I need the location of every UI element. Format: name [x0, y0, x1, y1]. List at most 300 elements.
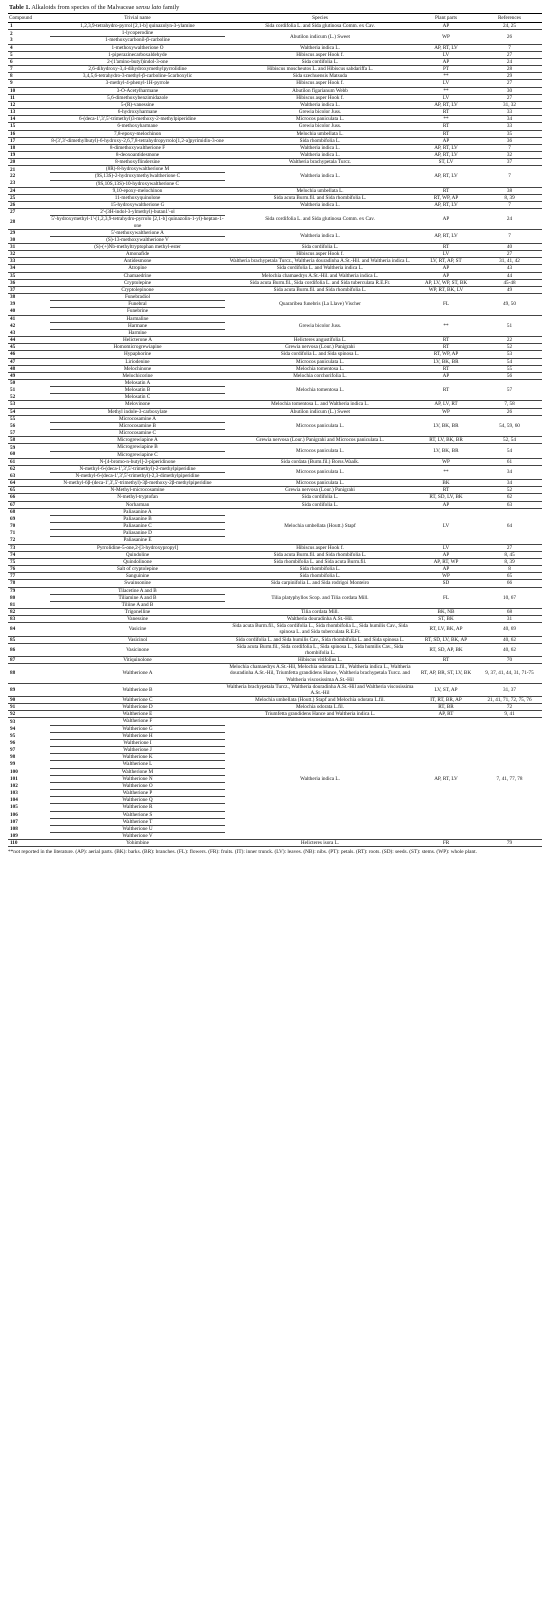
compound-number: 13 — [8, 109, 50, 116]
plant-parts: AP, RT, WP — [415, 558, 477, 565]
plant-parts: LV, BK, BR — [415, 444, 477, 458]
plant-parts: WP — [415, 573, 477, 580]
trivial-name: 5-(R)-vanessine — [50, 101, 225, 108]
trivial-name: Waltherione A — [50, 664, 225, 683]
compound-number: 45 — [8, 344, 50, 351]
compound-number: 42 — [10, 322, 16, 329]
trivial-name: 1,2,3,9-tetrahydro-pyrrol [2,1-b] quinazolyn-3-ylamine — [50, 23, 225, 30]
species: Sida acuta Burm.fil., Sida cordifolia L., Sida rhombifolia L., Sida humilis Cav., Sida spinosa L. and Sida tuberculata R.E.Fr. — [225, 623, 415, 636]
references: 52 — [477, 344, 542, 351]
plant-parts: AP — [415, 58, 477, 65]
compound-number: 56 — [10, 422, 16, 429]
trivial-name: N-[4-bromo-n-butyl]-2-piperidinone — [50, 458, 225, 465]
species: Sida rhombifolia L. — [225, 137, 415, 144]
table-row — [8, 229, 542, 236]
plant-parts: AP, RT — [415, 711, 477, 718]
compound-number: 60 — [8, 451, 50, 458]
trivial-name: 7,8-epoxy-melochinon — [50, 130, 225, 137]
references: 52 — [477, 487, 542, 494]
trivial-name: Antidesmone — [50, 258, 225, 265]
references: 7 — [477, 166, 542, 187]
plant-parts: AP — [415, 137, 477, 144]
table-row — [8, 365, 542, 372]
plant-parts: BK, NB — [415, 608, 477, 615]
species: Tilia platyphyllos Scop. and Tilia cordata Mill. — [225, 587, 415, 608]
trivial-name: Funebrine — [50, 308, 225, 315]
trivial-name: 5'-hydroxymethyl-1'-(1,2,3,9-tetrahydro-pyrrolo [2,1-b] quinazolin-1-yl)-heptan-1-one — [51, 216, 224, 229]
trivial-name: Paliasanine B — [50, 515, 225, 522]
plant-parts: WP — [415, 458, 477, 465]
trivial-name: Waltherione R — [50, 804, 225, 811]
table-row — [8, 151, 542, 158]
references: 56 — [477, 372, 542, 379]
species: Sida cordifolia L. — [225, 244, 415, 251]
references: 40, 62 — [477, 636, 542, 643]
references: 72 — [477, 704, 542, 711]
compound-number: 65 — [8, 487, 50, 494]
references: 31, 41, 42 — [477, 258, 542, 265]
compound-number: 62 — [10, 466, 16, 473]
species: Sida cordifolia L. and Sida glutinosa Comm. ex Cav. — [225, 23, 415, 30]
references: 45-48 — [477, 279, 542, 286]
species: Waltheria indica L. — [225, 144, 415, 151]
compound-number: 8 — [8, 73, 50, 80]
references: 49, 50 — [477, 294, 542, 315]
compound-number: 95 — [10, 732, 16, 739]
compound-number: 25 — [8, 194, 50, 201]
trivial-name: Melosatin A — [50, 379, 225, 386]
species: Microcos paniculata L. — [225, 415, 415, 436]
table-row — [8, 272, 542, 279]
trivial-name: (8R)-8-hydroxywaltherione M — [50, 166, 225, 173]
references: 34 — [477, 480, 542, 487]
compound-number: 1 — [8, 23, 50, 30]
trivial-name: Harmaline — [50, 315, 225, 322]
species: Hibiscus asper Hook f. — [225, 80, 415, 87]
compound-number: 91 — [8, 704, 50, 711]
species: Quararibea funebris (La Llave) Vischer — [225, 294, 415, 315]
plant-parts: AP — [415, 23, 477, 30]
table-row — [8, 94, 542, 101]
plant-parts: LV, RT, AP, ST — [415, 258, 477, 265]
compound-number: 84 — [8, 623, 50, 636]
species: Sida cordifolia L. and Sida humilis Cav., Sida rhombifolia L. and Sida spinosa L. — [225, 636, 415, 643]
species: Sida szechuensis Matsuda — [225, 73, 415, 80]
plant-parts: LV, BK, BR — [415, 358, 477, 365]
plant-parts: LV, BK, BR — [415, 415, 477, 436]
species: Melochia umbellata L. — [225, 187, 415, 194]
references: 53 — [477, 351, 542, 358]
compound-number: 68 — [10, 509, 16, 516]
caption-italic: sensu lato — [135, 4, 162, 11]
plant-parts: FL — [415, 587, 477, 608]
references: 33 — [477, 109, 542, 116]
compound-number: 61 — [8, 458, 50, 465]
plant-parts: WP — [415, 408, 477, 415]
species: Tilia cordata Mill. — [225, 608, 415, 615]
compound-number: 26 — [8, 202, 50, 209]
trivial-name: Waltherione Q — [50, 797, 225, 804]
compound-number: 33 — [8, 258, 50, 265]
table-caption — [9, 3, 542, 12]
compound-number: 20 — [8, 159, 50, 166]
compound-number: 51 — [10, 387, 16, 394]
table-row — [8, 587, 542, 594]
table-row — [8, 166, 542, 173]
table-row — [8, 465, 542, 472]
references: 52, 54 — [477, 437, 542, 444]
table-row — [8, 116, 542, 123]
compound-number: 28 — [8, 216, 50, 229]
trivial-name: Quindoline — [50, 551, 225, 558]
table-row — [8, 657, 542, 664]
table-row — [8, 623, 542, 636]
plant-parts: AP — [415, 501, 477, 508]
references: 9, 37, 41, 44, 31, 71-75 — [477, 664, 542, 683]
plant-parts: ST, BK — [415, 616, 477, 623]
compound-number: 66 — [8, 494, 50, 501]
plant-parts: AP — [415, 372, 477, 379]
table-row — [8, 258, 542, 265]
compound-number: 17 — [8, 137, 50, 144]
compound-number: 75 — [8, 558, 50, 565]
compound-number: 110 — [8, 840, 50, 847]
table-row — [8, 109, 542, 116]
references: 24, 25 — [477, 23, 542, 30]
table-row — [8, 337, 542, 344]
trivial-name: N-methyl-6β-(deca-1',3',5'-trimethyl)-3β-methoxy-2β-methylpiperidine — [50, 480, 225, 487]
trivial-name: Waltherione D — [50, 704, 225, 711]
compound-number: 6 — [8, 58, 50, 65]
species: Waltheria brachypetala Turcz. — [225, 159, 415, 166]
plant-parts: AP — [415, 272, 477, 279]
table-row — [8, 251, 542, 258]
species: Melochia chamaedrys A.St.-Hil, Melochia odorata L.fil., Waltheria indica L., Waltheria douradinha A.St.-Hil, Triumfetta grandidens Hance, Waltheria brachypetala Turcz. and Waltheria viscosissima A.St.-Hil — [225, 664, 415, 683]
compound-number: 9 — [8, 80, 50, 87]
species: Grewia nervosa (Lour.) Panigrahi — [225, 344, 415, 351]
trivial-name: N-methyl-6-(deca-1',3',5'-trimethyl)-2,3-dimethylpiperidine — [50, 473, 225, 480]
trivial-name: Vanessine — [50, 616, 225, 623]
references: 7 — [477, 144, 542, 151]
compound-number: 36 — [8, 279, 50, 286]
trivial-name: Salt of cryptolepine — [50, 566, 225, 573]
plant-parts: AP, RT, LV — [415, 166, 477, 187]
references: 55 — [477, 365, 542, 372]
trivial-name: 8-deoxoantidesmone — [50, 151, 225, 158]
compound-number: 58 — [8, 437, 50, 444]
species: Sida cordifolia L. — [225, 494, 415, 501]
trivial-name: 6-methoxyharmane — [50, 123, 225, 130]
references: 33 — [477, 123, 542, 130]
table-row — [8, 444, 542, 451]
species: Waltheria indica L. — [225, 101, 415, 108]
trivial-name: Paliasanine E — [50, 537, 225, 544]
species: Waltheria indica L. — [225, 202, 415, 209]
table-row — [8, 23, 542, 30]
species: Grewia nervosa (Lour.) Panigrahi and Microcos paniculata L. — [225, 437, 415, 444]
references: 26 — [477, 30, 542, 44]
table-row — [8, 415, 542, 422]
trivial-name: (S)-13-methoxywaltherione V — [50, 236, 225, 243]
table-row — [8, 697, 542, 704]
trivial-name: Waltherione V — [50, 832, 225, 839]
compound-number: 5 — [8, 51, 50, 58]
references: 38 — [477, 187, 542, 194]
table-row — [8, 66, 542, 73]
trivial-name: Microcosamine A — [50, 415, 225, 422]
table-row — [8, 711, 542, 718]
trivial-name: Waltherione L — [50, 761, 225, 768]
plant-parts: RT, SD, LV, BK — [415, 494, 477, 501]
table-row — [8, 580, 542, 587]
compound-number: 41 — [10, 315, 16, 322]
trivial-name: Melovinone — [50, 401, 225, 408]
compound-number: 34 — [8, 265, 50, 272]
compound-number: 64 — [8, 480, 50, 487]
species: Sida cordifolia L. and Waltheria indica L. — [225, 265, 415, 272]
references: 40, 69 — [477, 623, 542, 636]
references: 40 — [477, 244, 542, 251]
trivial-name: 2,6-dihydroxy-3,4-dihydroxymethylpyrrolidine — [50, 66, 225, 73]
trivial-name: Waltherione K — [50, 754, 225, 761]
trivial-name: Waltherione U — [50, 825, 225, 832]
table-row — [8, 573, 542, 580]
species: Abutilon indicum (L.) Sweet — [225, 30, 415, 44]
compound-number: 44 — [8, 337, 50, 344]
plant-parts: AP, LV, WP, ST, BK — [415, 279, 477, 286]
table-label: Table 1. — [9, 4, 31, 11]
compound-number: 101 — [10, 775, 18, 782]
references: 62 — [477, 494, 542, 501]
compound-number: 15 — [8, 123, 50, 130]
table-row — [8, 458, 542, 465]
trivial-name: 6-(deca-1',3',5'-trimethyl)3-methoxy-2-methylpiperidine — [50, 116, 225, 123]
compound-number: 96 — [10, 739, 16, 746]
table-row — [8, 372, 542, 379]
references: 63 — [477, 501, 542, 508]
plant-parts: IT, RT, BR, AP — [415, 697, 477, 704]
compound-number: 30 — [8, 236, 50, 243]
trivial-name: Melosatin B — [50, 387, 225, 394]
references: 8, 45 — [477, 551, 542, 558]
references: 7 — [477, 202, 542, 209]
trivial-name: Norharman — [50, 501, 225, 508]
references: 65 — [477, 573, 542, 580]
references: 54 — [477, 444, 542, 458]
compound-number: 54 — [8, 408, 50, 415]
plant-parts: PT — [415, 66, 477, 73]
compound-number: 52 — [8, 394, 50, 401]
compound-number: 12 — [8, 101, 50, 108]
compound-number: 94 — [10, 725, 16, 732]
references: 8 — [477, 566, 542, 573]
compound-number: 10 — [8, 87, 50, 94]
compound-number: 72 — [8, 537, 50, 544]
trivial-name: Waltherione O — [50, 782, 225, 789]
plant-parts: AP — [415, 265, 477, 272]
compound-number: 69 — [10, 515, 16, 522]
table-row — [8, 401, 542, 408]
plant-parts: RT, LV, BK, AP — [415, 623, 477, 636]
compound-number: 71 — [10, 530, 16, 537]
trivial-name: 1-lycoperodine — [50, 30, 225, 37]
trivial-name: Microgrewiapine C — [50, 451, 225, 458]
compound-number: 97 — [10, 747, 16, 754]
compound-number: 59 — [10, 444, 16, 451]
table-row — [8, 286, 542, 293]
table-row — [8, 73, 542, 80]
species: Sida carpinifolia L. and Sida rodrigoi Monteiro — [225, 580, 415, 587]
trivial-name: Waltherione M — [50, 768, 225, 775]
compound-number: 63 — [8, 473, 50, 480]
plant-parts: RT, SD, AP, BK — [415, 643, 477, 656]
species: Waltheria brachypetala Turcz., Waltheria douradinha A.St.-Hil and Waltheria viscosissima A.St.-Hil — [226, 683, 414, 696]
table-row — [8, 616, 542, 623]
references: 24 — [477, 58, 542, 65]
compound-number: 14 — [8, 116, 50, 123]
trivial-name: Cryptolepinone — [50, 286, 225, 293]
references: 57 — [477, 379, 542, 400]
trivial-name: Waltherione S — [50, 811, 225, 818]
compound-number: 3 — [8, 37, 50, 44]
table-row — [8, 664, 542, 683]
trivial-name: Waltherione T — [50, 818, 225, 825]
references: 30 — [477, 87, 542, 94]
compound-number: 16 — [8, 130, 50, 137]
compound-number: 27 — [10, 209, 16, 216]
species: Melochia tomentosa L. — [225, 365, 415, 372]
species: Sida acuta Burm.fil., Sida cordifolia L., Sida spinosa L., Sida humilis Cav., Sida rhombifolia L. — [225, 643, 415, 656]
compound-number: 78 — [8, 580, 50, 587]
plant-parts: RT — [415, 657, 477, 664]
plant-parts: RT, BR — [415, 704, 477, 711]
species: Microcos paniculata L. — [225, 480, 415, 487]
table-row — [8, 358, 542, 365]
trivial-name: 1-methoxycarbonil-β-carboline — [50, 37, 225, 44]
species: Sida rhombifolia L. and Sida acuta Burm.fil. — [225, 558, 415, 565]
plant-parts: RT — [415, 109, 477, 116]
table-row — [8, 159, 542, 166]
compound-number: 104 — [10, 797, 18, 804]
trivial-name: Vasicinone — [50, 643, 225, 656]
trivial-name: Harmane — [50, 322, 225, 329]
species: Waltheria indica L. — [225, 166, 415, 187]
references: 24 — [477, 209, 542, 229]
plant-parts: AP, RT, LV — [415, 229, 477, 243]
trivial-name: (S)-(+)Nb-methyltryptophan methyl-ester — [50, 244, 225, 251]
table-row — [8, 408, 542, 415]
compound-number: 19 — [8, 151, 50, 158]
trivial-name: Waltherione B — [50, 683, 225, 696]
trivial-name: Paliasanine C — [50, 523, 225, 530]
compound-number: 81 — [8, 601, 50, 608]
species: Sida rhombifolia L. — [225, 566, 415, 573]
plant-parts: RT — [415, 244, 477, 251]
trivial-name: 1-piperazinecarboxaldehyde — [50, 51, 225, 58]
trivial-name: Waltherione G — [50, 725, 225, 732]
compound-number: 90 — [8, 697, 50, 704]
trivial-name: Hypaphorine — [50, 351, 225, 358]
plant-parts: RT — [415, 187, 477, 194]
references: 70 — [477, 657, 542, 664]
plant-parts: LV, ST, AP — [415, 683, 477, 696]
species: Melochia umbellata L. — [225, 130, 415, 137]
trivial-name: Liriodenine — [50, 358, 225, 365]
species: Abutilon figarianum Webb — [225, 87, 415, 94]
table-header-row — [8, 14, 542, 23]
species: Hibiscus asper Hook f. — [225, 51, 415, 58]
trivial-name: N-methyl-tryptofan — [50, 494, 225, 501]
plant-parts: AP — [415, 209, 477, 229]
table-row — [8, 508, 542, 515]
species: Sida acuta Burm.fil. and Sida rhombifolia L. — [225, 194, 415, 201]
trivial-name: 8-(3',3'-dimethylbutyl)-6-hydroxy-2,6,7,8-tetrahydropyrrolo[1,2-a]pyrimidin-3-one — [51, 137, 224, 144]
compound-number: 93 — [10, 718, 16, 725]
trivial-name: 3,4,5,6-tetrahydro-3-methyl-β-carboline-5carboxylic — [50, 73, 225, 80]
trivial-name: Harmine — [50, 329, 225, 336]
compound-number: 108 — [10, 825, 18, 832]
plant-parts: WP — [415, 30, 477, 44]
references: 68 — [477, 608, 542, 615]
trivial-name: Quindolinone — [50, 558, 225, 565]
alkaloids-table — [8, 13, 542, 847]
header-plant-parts: Plant parts — [415, 14, 477, 23]
trivial-name: Vasicinol — [50, 636, 225, 643]
trivial-name: Microcosamine B — [50, 422, 225, 429]
plant-parts: RT, WP, AP — [415, 351, 477, 358]
compound-number: 35 — [8, 272, 50, 279]
references: 54 — [477, 358, 542, 365]
compound-number: 57 — [8, 430, 50, 437]
table-row — [8, 558, 542, 565]
species: Grewia bicolor Juss. — [225, 109, 415, 116]
table-row — [8, 501, 542, 508]
references: 40, 62 — [477, 643, 542, 656]
references: 66 — [477, 580, 542, 587]
compound-number: 24 — [8, 187, 50, 194]
species: Melochia umbellata (Houtt.) Stapf — [225, 508, 415, 544]
compound-number: 38 — [10, 294, 16, 301]
references: 54, 59, 60 — [477, 415, 542, 436]
species: Sida cordifolia L. — [225, 501, 415, 508]
plant-parts: LV — [415, 51, 477, 58]
table-row — [8, 566, 542, 573]
plant-parts: AP, LV, RT — [415, 401, 477, 408]
compound-number: 77 — [8, 573, 50, 580]
table-row — [8, 101, 542, 108]
plant-parts: AP, RT, LV — [415, 202, 477, 209]
species: Grewia bicolor Juss. — [225, 315, 415, 336]
references: 28 — [477, 66, 542, 73]
trivial-name: (9S,13S)-2-hydroxymethylwaltherione C — [50, 173, 225, 180]
trivial-name: 3-O-Acetylharmane — [50, 87, 225, 94]
trivial-name: Funebral — [50, 301, 225, 308]
table-row — [8, 130, 542, 137]
trivial-name: 2-(1'amino-butyl)indol-3-one — [50, 58, 225, 65]
table-row — [8, 683, 542, 696]
trivial-name: Waltherione N — [50, 775, 225, 782]
table-row — [8, 123, 542, 130]
trivial-name: 6-hydroxyharmane — [50, 109, 225, 116]
references: 27 — [477, 94, 542, 101]
species: Grewia bicolor Juss. — [225, 123, 415, 130]
references: 31, 37 — [477, 683, 542, 696]
compound-number: 29 — [10, 229, 16, 236]
trivial-name: 3-methyl-4-phenyl-1H-pyrrole — [50, 80, 225, 87]
compound-number: 70 — [10, 523, 16, 530]
trivial-name: Vasicine — [50, 623, 225, 636]
species: Helicteres isora L. — [225, 840, 415, 847]
